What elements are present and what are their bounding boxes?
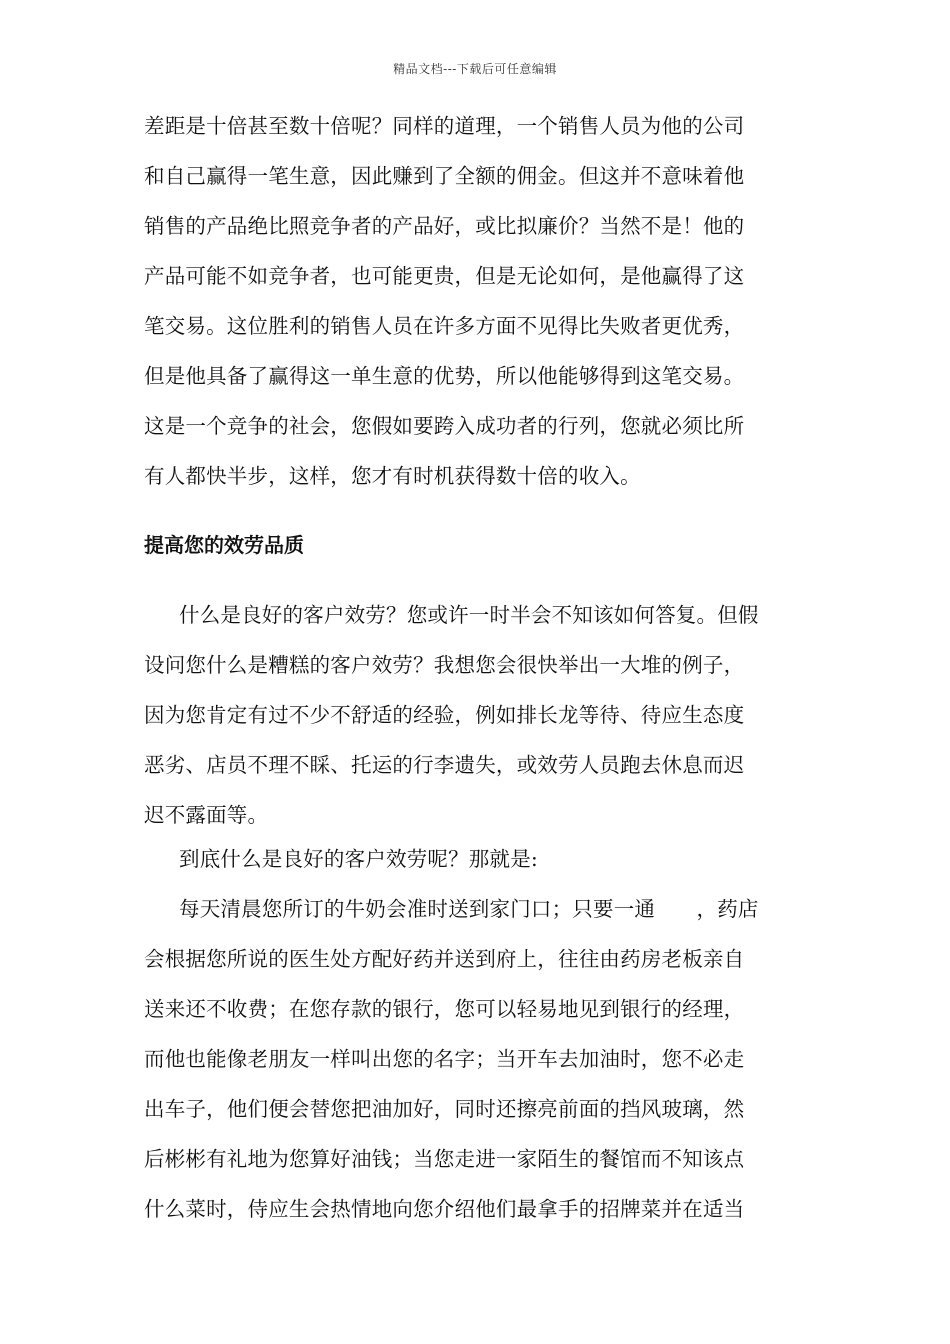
text-line: 销售的产品绝比照竞争者的产品好，或比拟廉价？当然不是！他的 (144, 214, 745, 238)
text-line: 有人都快半步，这样，您才有时机获得数十倍的收入。 (144, 464, 641, 488)
text-line: 每天清晨您所订的牛奶会准时送到家门口；只要一通 ，药店 (179, 897, 759, 921)
text-line: 出车子，他们便会替您把油加好，同时还擦亮前面的挡风玻璃，然 (144, 1097, 745, 1121)
text-line: 因为您肯定有过不少不舒适的经验，例如排长龙等待、待应生态度 (144, 703, 745, 727)
paragraph-competition (144, 101, 809, 501)
paragraph-good-service-examples (144, 884, 809, 1234)
text-line: 差距是十倍甚至数十倍呢？同样的道理，一个销售人员为他的公司 (144, 114, 745, 138)
text-line: 笔交易。这位胜利的销售人员在许多方面不见得比失败者更优秀， (144, 314, 745, 338)
text-line: 什么是良好的客户效劳？您或许一时半会不知该如何答复。但假 (179, 603, 759, 627)
text-line: 设问您什么是糟糕的客户效劳？我想您会很快举出一大堆的例子， (144, 653, 745, 677)
paragraph-bad-service (144, 590, 809, 840)
text-line: 会根据您所说的医生处方配好药并送到府上，往往由药房老板亲自 (144, 947, 745, 971)
text-line: 什么菜时，侍应生会热情地向您介绍他们最拿手的招牌菜并在适当 (144, 1197, 745, 1221)
text-line: 这是一个竞争的社会，您假如要跨入成功者的行列，您就必须比所 (144, 414, 745, 438)
text-line: 后彬彬有礼地为您算好油钱；当您走进一家陌生的餐馆而不知该点 (144, 1147, 745, 1171)
section-heading: 提高您的效劳品质 (144, 533, 304, 557)
paragraph-good-service-question (144, 834, 809, 884)
text-line: 产品可能不如竞争者，也可能更贵，但是无论如何，是他赢得了这 (144, 264, 745, 288)
text-line: 送来还不收费；在您存款的银行，您可以轻易地见到银行的经理， (144, 997, 745, 1021)
text-line: 但是他具备了赢得这一单生意的优势，所以他能够得到这笔交易。 (144, 364, 745, 388)
text-line: 和自己赢得一笔生意，因此赚到了全额的佣金。但这并不意味着他 (144, 164, 745, 188)
text-line: 而他也能像老朋友一样叫出您的名字；当开车去加油时，您不必走 (144, 1047, 745, 1071)
page-header: 精品文档---下载后可任意编辑 (393, 62, 557, 76)
text-line: 到底什么是良好的客户效劳呢？那就是: (179, 847, 539, 871)
text-line: 恶劣、店员不理不睬、托运的行李遗失，或效劳人员跑去休息而迟 (144, 753, 745, 777)
text-line: 迟不露面等。 (144, 803, 269, 827)
